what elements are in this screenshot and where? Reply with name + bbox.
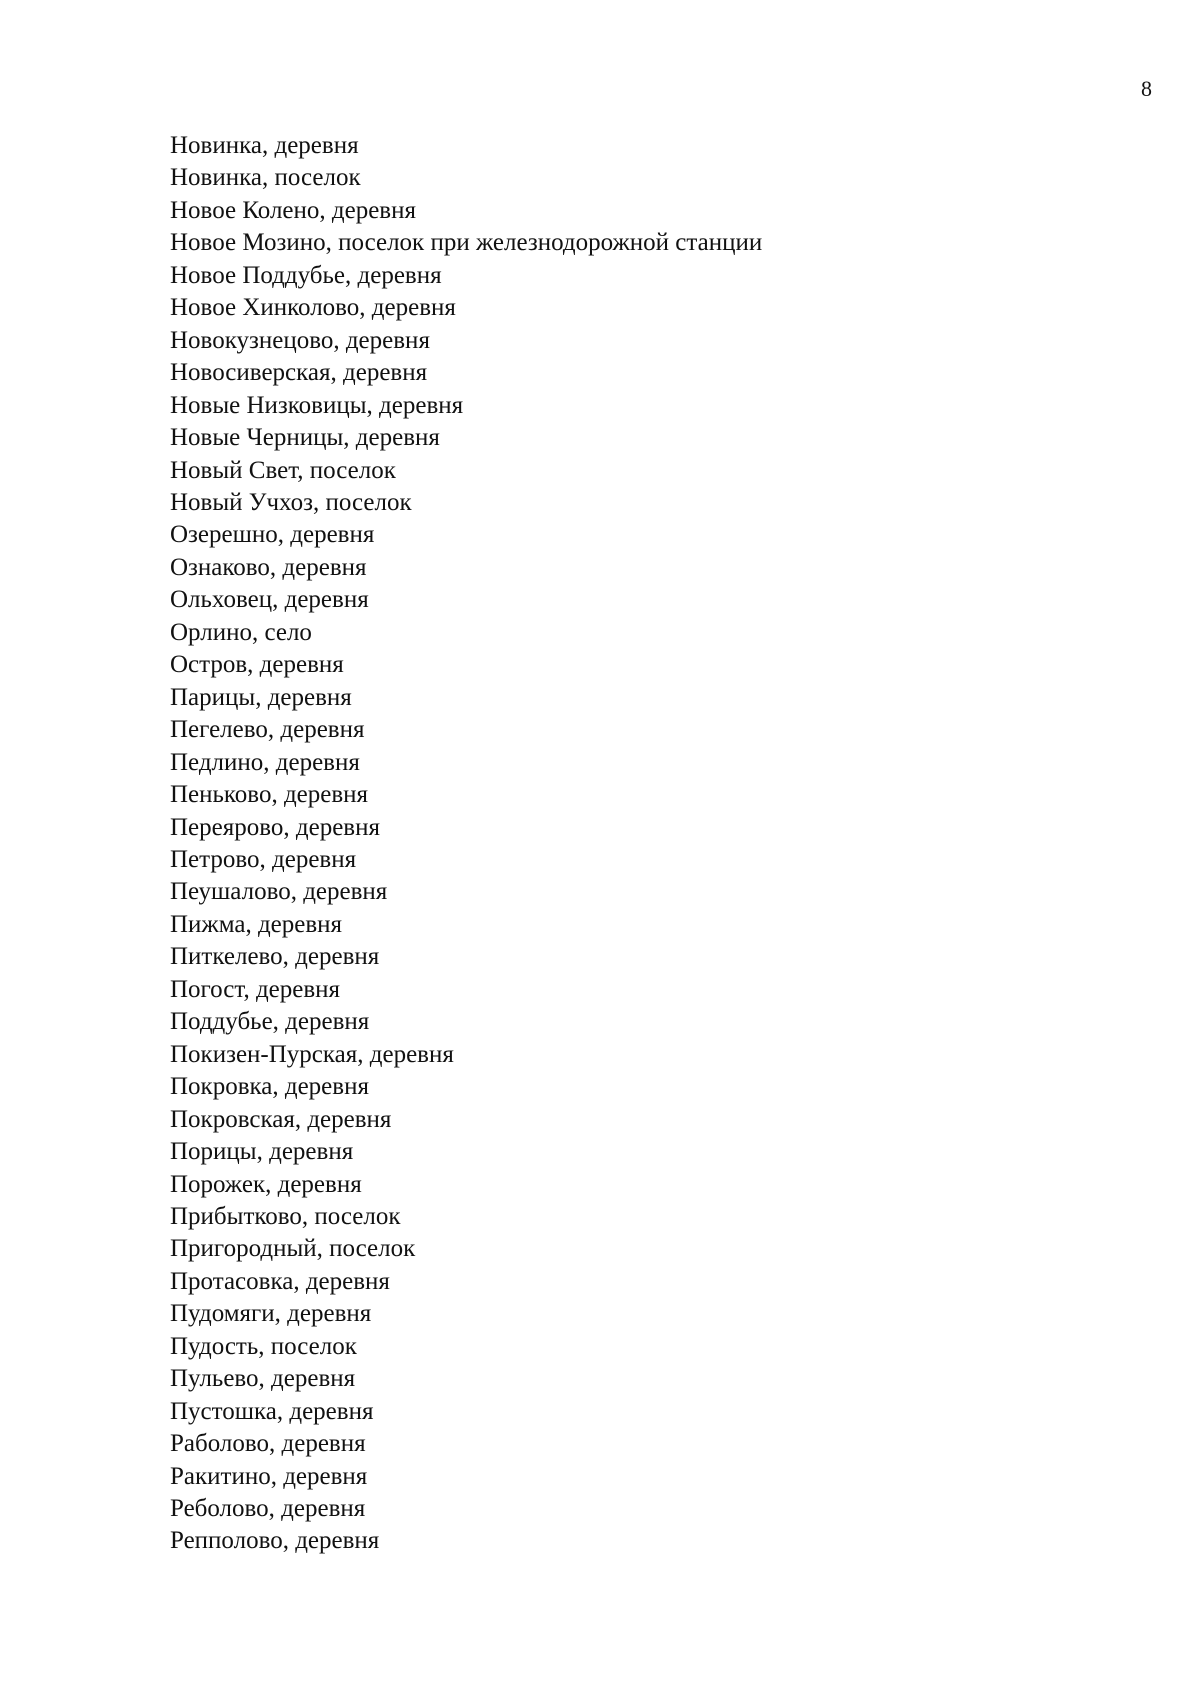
list-item: Репполово, деревня (170, 1527, 380, 1555)
page-number: 8 (1141, 76, 1152, 101)
list-item: Новое Мозино, поселок при железнодорожной станции (170, 229, 763, 257)
list-item: Прибытково, поселок (170, 1202, 401, 1230)
list-item: Новое Поддубье, деревня (170, 261, 442, 289)
list-item: Остров, деревня (170, 651, 344, 679)
list-item: Пегелево, деревня (170, 716, 365, 744)
list-item: Переярово, деревня (170, 813, 380, 841)
list-item: Орлино, село (170, 618, 312, 646)
list-item: Погост, деревня (170, 975, 341, 1003)
list-item: Ольховец, деревня (170, 586, 369, 614)
list-item: Раболово, деревня (170, 1430, 366, 1458)
list-item: Поддубье, деревня (170, 1008, 370, 1036)
list-item: Новые Низковицы, деревня (170, 391, 464, 419)
list-item: Новое Хинколово, деревня (170, 294, 456, 322)
list-item: Порицы, деревня (170, 1138, 354, 1166)
list-item: Ракитино, деревня (170, 1462, 368, 1490)
list-item: Новинка, деревня (170, 132, 359, 159)
list-item: Новинка, поселок (170, 164, 361, 192)
list-item: Парицы, деревня (170, 683, 352, 711)
list-item: Новосиверская, деревня (170, 359, 428, 387)
list-item: Покровка, деревня (170, 1073, 369, 1101)
list-item: Порожек, деревня (170, 1170, 362, 1198)
list-item: Пудомяги, деревня (170, 1300, 372, 1328)
list-item: Пульево, деревня (170, 1365, 356, 1393)
list-item: Новокузнецово, деревня (170, 326, 430, 354)
settlement-list (170, 130, 762, 1558)
list-item: Протасовка, деревня (170, 1267, 390, 1295)
list-item: Пудость, поселок (170, 1332, 357, 1360)
list-item: Пижма, деревня (170, 910, 343, 938)
list-item: Пеньково, деревня (170, 781, 369, 809)
list-item: Новое Колено, деревня (170, 196, 416, 224)
list-item: Новый Учхоз, поселок (170, 488, 412, 516)
list-item: Покровская, деревня (170, 1105, 392, 1133)
list-item: Питкелево, деревня (170, 943, 380, 971)
list-item: Петрово, деревня (170, 845, 357, 873)
list-item: Пеушалово, деревня (170, 878, 388, 906)
list-item: Педлино, деревня (170, 748, 360, 776)
list-item: Реболово, деревня (170, 1495, 366, 1523)
list-item: Новый Свет, поселок (170, 456, 396, 484)
list-item: Новые Черницы, деревня (170, 424, 440, 452)
list-item: Озерешно, деревня (170, 521, 375, 549)
list-item: Покизен-Пурская, деревня (170, 1040, 454, 1068)
list-item: Пригородный, поселок (170, 1235, 416, 1263)
list-item: Ознаково, деревня (170, 553, 367, 581)
list-item: Пустошка, деревня (170, 1397, 374, 1425)
